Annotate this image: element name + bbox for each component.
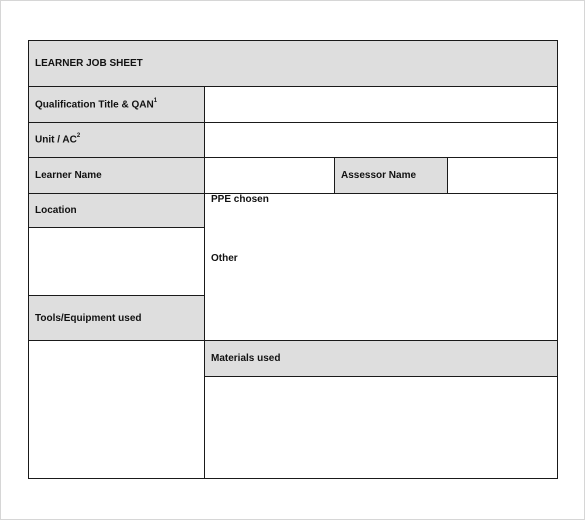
- unit-label: Unit / $AC^2$: [35, 133, 81, 146]
- unit-label-cell: [28, 122, 205, 158]
- tools-label-cell: [28, 295, 205, 341]
- tools-label: Tools/Equipment used: [35, 312, 142, 324]
- learner-name-label: Learner Name: [35, 170, 102, 181]
- location-input-cell[interactable]: [28, 227, 205, 296]
- location-label-cell: [28, 193, 205, 228]
- materials-label-cell: [204, 340, 558, 377]
- assessor-name-label-cell: [334, 157, 448, 194]
- learner-name-input-cell[interactable]: [204, 157, 335, 194]
- unit-input-cell[interactable]: [204, 122, 558, 158]
- learner-name-label-cell: [28, 157, 205, 194]
- ppe-cell[interactable]: [204, 193, 558, 341]
- qualification-label: Qualification Title & QAN$^1$: [35, 97, 158, 111]
- tools-input-cell[interactable]: [28, 340, 205, 479]
- assessor-name-input-cell[interactable]: [447, 157, 558, 194]
- materials-input-cell[interactable]: [204, 376, 558, 479]
- other-label: Other: [211, 253, 238, 264]
- qualification-footnote-marker: 1: [153, 97, 158, 104]
- materials-label: Materials used: [211, 353, 281, 364]
- assessor-name-label: Assessor Name: [341, 170, 417, 181]
- qualification-label-cell: [28, 86, 205, 123]
- ppe-chosen-label: PPE chosen: [211, 194, 269, 205]
- location-label: Location: [35, 205, 77, 216]
- unit-footnote-marker: 2: [76, 133, 81, 140]
- qualification-input-cell[interactable]: [204, 86, 558, 123]
- sheet-title-text: LEARNER JOB SHEET: [35, 58, 143, 69]
- sheet-title: [28, 40, 558, 87]
